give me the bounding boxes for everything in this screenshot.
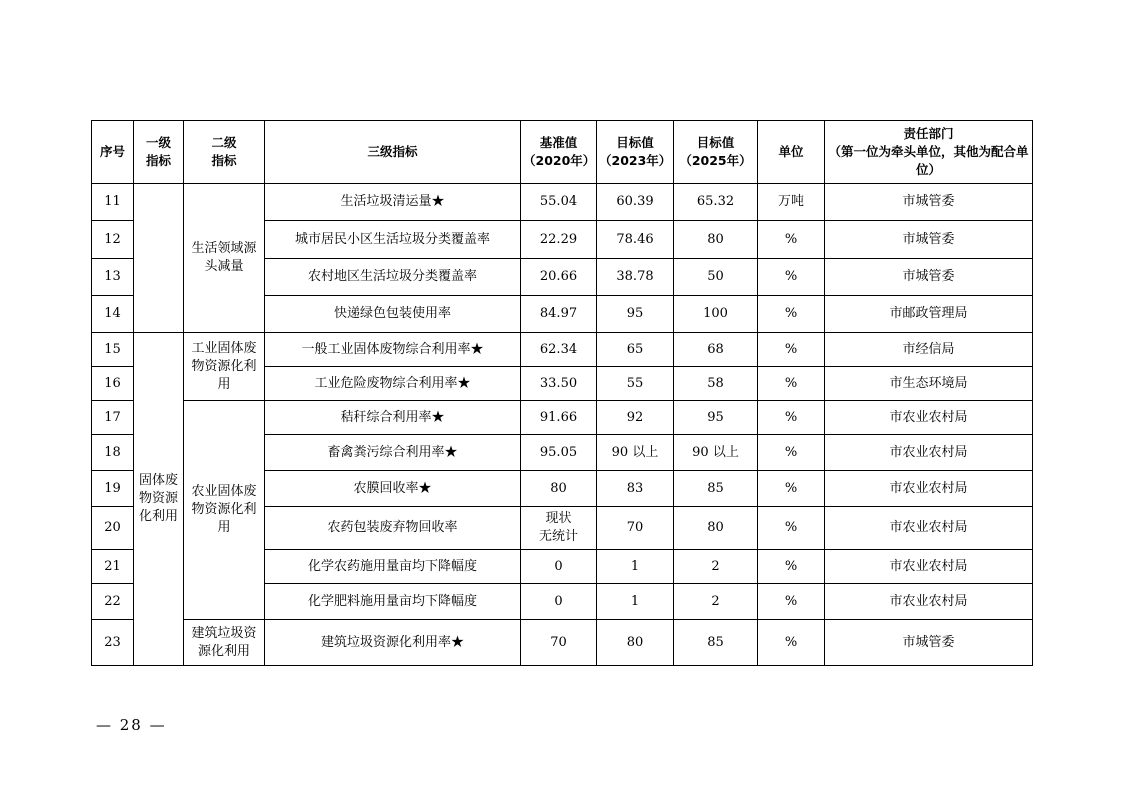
baseline-value: 95.05 (521, 435, 597, 471)
indicator-name: 秸秆综合利用率★ (265, 401, 521, 435)
table-row (92, 401, 1033, 435)
indicator-name: 化学农药施用量亩均下降幅度 (265, 550, 521, 584)
indicator-name: 城市居民小区生活垃圾分类覆盖率 (265, 221, 521, 259)
target-2023-value: 78.46 (597, 221, 674, 259)
header-unit: 单位 (758, 121, 825, 184)
unit-value: % (758, 367, 825, 401)
target-2025-value: 68 (674, 333, 758, 367)
dept-value: 市城管委 (825, 259, 1033, 296)
header-level3: 三级指标 (265, 121, 521, 184)
header-row (92, 121, 1033, 184)
row-number: 21 (92, 550, 134, 584)
target-2025-value: 65.32 (674, 184, 758, 221)
target-2025-value: 80 (674, 221, 758, 259)
baseline-value: 0 (521, 550, 597, 584)
unit-value: % (758, 507, 825, 550)
target-2023-value: 95 (597, 296, 674, 333)
baseline-value: 70 (521, 620, 597, 666)
target-2023-value: 38.78 (597, 259, 674, 296)
unit-value: % (758, 620, 825, 666)
page-number: — 28 — (96, 716, 167, 734)
dept-value: 市农业农村局 (825, 584, 1033, 620)
unit-value: % (758, 401, 825, 435)
target-2023-value: 55 (597, 367, 674, 401)
indicator-name: 建筑垃圾资源化利用率★ (265, 620, 521, 666)
dept-value: 市经信局 (825, 333, 1033, 367)
header-baseline: 基准值 （2020年） (521, 121, 597, 184)
baseline-value: 84.97 (521, 296, 597, 333)
target-2023-value: 70 (597, 507, 674, 550)
header-dept: 责任部门 （第一位为牵头单位，其他为配合单位） (825, 121, 1033, 184)
header-level2: 二级 指标 (184, 121, 265, 184)
indicator-name: 生活垃圾清运量★ (265, 184, 521, 221)
target-2025-value: 2 (674, 550, 758, 584)
row-number: 13 (92, 259, 134, 296)
unit-value: % (758, 471, 825, 507)
dept-value: 市城管委 (825, 221, 1033, 259)
row-number: 18 (92, 435, 134, 471)
table-row (92, 184, 1033, 221)
indicator-name: 快递绿色包装使用率 (265, 296, 521, 333)
baseline-value: 91.66 (521, 401, 597, 435)
row-number: 14 (92, 296, 134, 333)
indicator-name: 化学肥料施用量亩均下降幅度 (265, 584, 521, 620)
level2-cell: 建筑垃圾资源化利用 (184, 620, 265, 666)
baseline-value: 62.34 (521, 333, 597, 367)
row-number: 17 (92, 401, 134, 435)
target-2025-value: 95 (674, 401, 758, 435)
baseline-value: 55.04 (521, 184, 597, 221)
dept-value: 市农业农村局 (825, 550, 1033, 584)
indicator-name: 农膜回收率★ (265, 471, 521, 507)
target-2023-value: 90 以上 (597, 435, 674, 471)
target-2025-value: 85 (674, 620, 758, 666)
indicator-name: 农村地区生活垃圾分类覆盖率 (265, 259, 521, 296)
dept-value: 市农业农村局 (825, 471, 1033, 507)
unit-value: 万吨 (758, 184, 825, 221)
level2-cell: 工业固体废物资源化利用 (184, 333, 265, 401)
target-2023-value: 83 (597, 471, 674, 507)
unit-value: % (758, 584, 825, 620)
target-2023-value: 60.39 (597, 184, 674, 221)
level1-cell-empty (134, 184, 184, 333)
target-2025-value: 85 (674, 471, 758, 507)
header-seq: 序号 (92, 121, 134, 184)
target-2025-value: 80 (674, 507, 758, 550)
dept-value: 市邮政管理局 (825, 296, 1033, 333)
dept-value: 市农业农村局 (825, 435, 1033, 471)
dept-value: 市农业农村局 (825, 401, 1033, 435)
table-row (92, 333, 1033, 367)
unit-value: % (758, 435, 825, 471)
dept-value: 市城管委 (825, 184, 1033, 221)
row-number: 20 (92, 507, 134, 550)
unit-value: % (758, 259, 825, 296)
row-number: 23 (92, 620, 134, 666)
indicator-table (91, 120, 1033, 666)
unit-value: % (758, 296, 825, 333)
indicator-name: 工业危险废物综合利用率★ (265, 367, 521, 401)
indicator-name: 一般工业固体废物综合利用率★ (265, 333, 521, 367)
baseline-value: 20.66 (521, 259, 597, 296)
row-number: 19 (92, 471, 134, 507)
header-level1: 一级 指标 (134, 121, 184, 184)
target-2023-value: 65 (597, 333, 674, 367)
unit-value: % (758, 221, 825, 259)
level2-cell: 生活领域源头减量 (184, 184, 265, 333)
row-number: 15 (92, 333, 134, 367)
row-number: 16 (92, 367, 134, 401)
target-2023-value: 1 (597, 584, 674, 620)
dept-value: 市生态环境局 (825, 367, 1033, 401)
target-2025-value: 100 (674, 296, 758, 333)
indicator-name: 畜禽粪污综合利用率★ (265, 435, 521, 471)
unit-value: % (758, 333, 825, 367)
baseline-value: 22.29 (521, 221, 597, 259)
target-2023-value: 80 (597, 620, 674, 666)
target-2025-value: 90 以上 (674, 435, 758, 471)
target-2025-value: 2 (674, 584, 758, 620)
indicator-name: 农药包装废弃物回收率 (265, 507, 521, 550)
baseline-value: 0 (521, 584, 597, 620)
unit-value: % (758, 550, 825, 584)
header-target-2023: 目标值 （2023年） (597, 121, 674, 184)
target-2023-value: 1 (597, 550, 674, 584)
baseline-value: 80 (521, 471, 597, 507)
level2-cell: 农业固体废物资源化利用 (184, 401, 265, 620)
baseline-value: 现状 无统计 (521, 507, 597, 550)
header-target-2025: 目标值 （2025年） (674, 121, 758, 184)
level1-cell: 固体废物资源化利用 (134, 333, 184, 666)
row-number: 11 (92, 184, 134, 221)
baseline-value: 33.50 (521, 367, 597, 401)
dept-value: 市农业农村局 (825, 507, 1033, 550)
target-2025-value: 50 (674, 259, 758, 296)
row-number: 22 (92, 584, 134, 620)
row-number: 12 (92, 221, 134, 259)
table-row (92, 620, 1033, 666)
target-2025-value: 58 (674, 367, 758, 401)
dept-value: 市城管委 (825, 620, 1033, 666)
target-2023-value: 92 (597, 401, 674, 435)
